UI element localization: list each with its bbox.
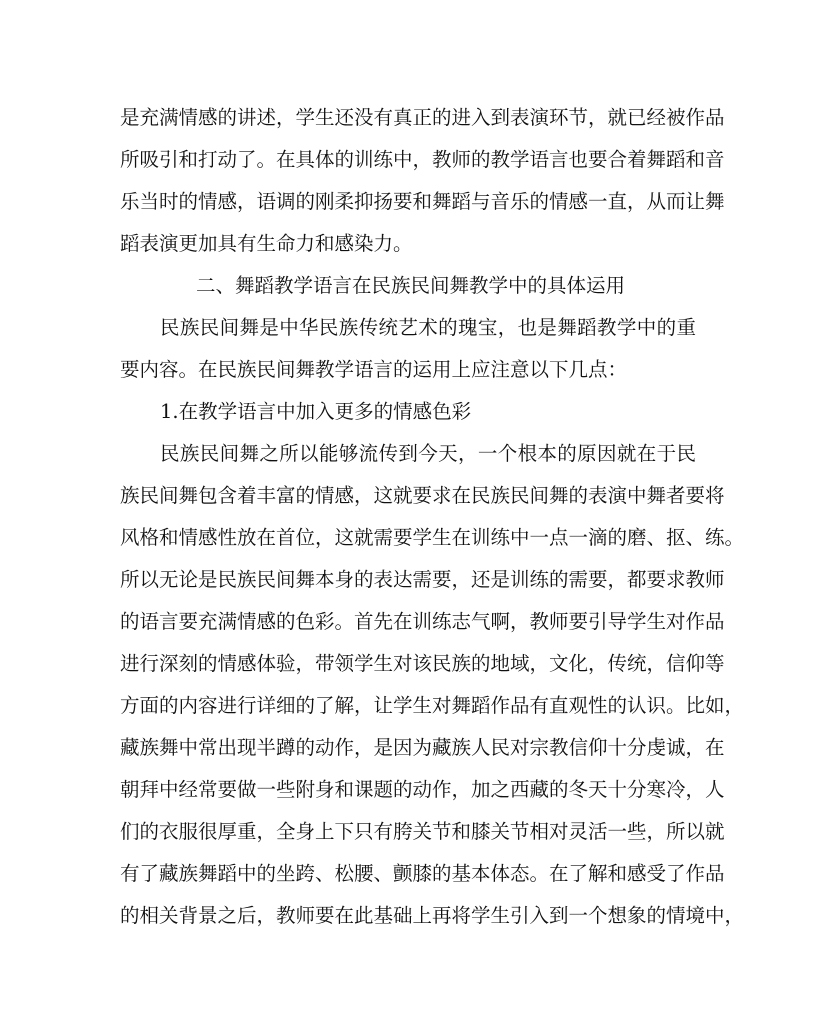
paragraph-line: 族民间舞包含着丰富的情感，这就要求在民族民间舞的表演中舞者要将 xyxy=(120,484,725,507)
paragraph-line: 方面的内容进行详细的了解，让学生对舞蹈作品有直观性的认识。比如， xyxy=(120,694,745,717)
paragraph-line: 要内容。在民族民间舞教学语言的运用上应注意以下几点： xyxy=(120,358,628,381)
paragraph-line: 朝拜中经常要做一些附身和课题的动作，加之西藏的冬天十分寒冷，人 xyxy=(120,778,725,801)
paragraph-line: 的语言要充满情感的色彩。首先在训练志气啊，教师要引导学生对作品 xyxy=(120,610,725,633)
paragraph-line: 藏族舞中常出现半蹲的动作，是因为藏族人民对宗教信仰十分虔诚，在 xyxy=(120,736,725,759)
paragraph-line: 民族民间舞是中华民族传统艺术的瑰宝，也是舞蹈教学中的重 xyxy=(160,316,696,339)
paragraph-line: 进行深刻的情感体验，带领学生对该民族的地域，文化，传统，信仰等 xyxy=(120,652,725,675)
paragraph-line: 所以无论是民族民间舞本身的表达需要，还是训练的需要，都要求教师 xyxy=(120,568,725,591)
paragraph-line: 蹈表演更加具有生命力和感染力。 xyxy=(120,232,413,255)
paragraph-line: 民族民间舞之所以能够流传到今天，一个根本的原因就在于民 xyxy=(160,442,696,465)
paragraph-line: 风格和情感性放在首位，这就需要学生在训练中一点一滴的磨、抠、练。 xyxy=(120,526,745,549)
paragraph-line: 所吸引和打动了。在具体的训练中，教师的教学语言也要合着舞蹈和音 xyxy=(120,148,725,171)
paragraph-line: 的相关背景之后，教师要在此基础上再将学生引入到一个想象的情境中， xyxy=(120,904,745,927)
paragraph-line: 们的衣服很厚重，全身上下只有胯关节和膝关节相对灵活一些，所以就 xyxy=(120,820,725,843)
paragraph-line: 是充满情感的讲述，学生还没有真正的进入到表演环节，就已经被作品 xyxy=(120,106,725,129)
paragraph-line: 乐当时的情感，语调的刚柔抑扬要和舞蹈与音乐的情感一直，从而让舞 xyxy=(120,190,725,213)
paragraph-line: 有了藏族舞蹈中的坐跨、松腰、颤膝的基本体态。在了解和感受了作品 xyxy=(120,862,725,885)
subsection-heading: 1.在教学语言中加入更多的情感色彩 xyxy=(160,400,472,423)
section-heading: 二、舞蹈教学语言在民族民间舞教学中的具体运用 xyxy=(196,274,626,297)
